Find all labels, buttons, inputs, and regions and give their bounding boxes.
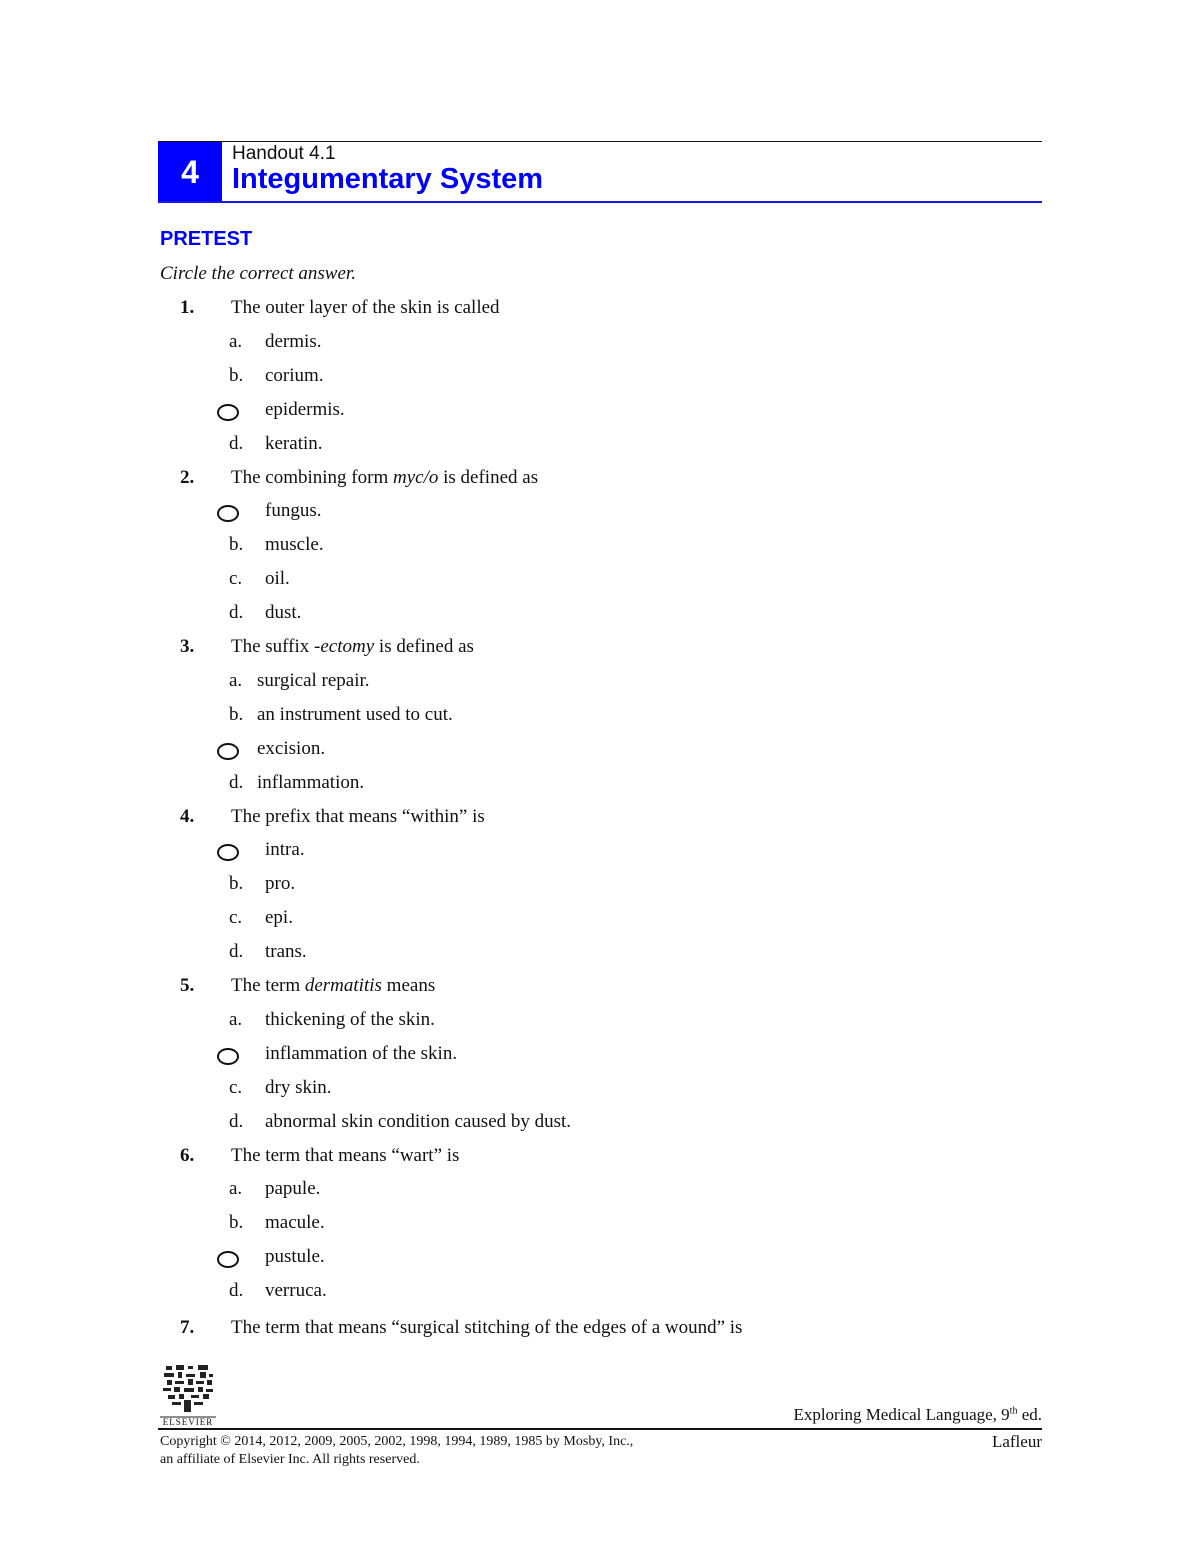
answer-option[interactable] — [229, 873, 295, 895]
option-letter: d. — [229, 941, 244, 963]
option-letter: d. — [229, 1280, 244, 1302]
copyright-line-1: Copyright © 2014, 2012, 2009, 2005, 2002, 1998, 1994, 1989, 1985 by Mosby, Inc., — [160, 1434, 634, 1449]
answer-option[interactable] — [229, 907, 293, 929]
option-text: intra. — [265, 839, 305, 861]
copyright-line-2: an affiliate of Elsevier Inc. All rights reserved. — [160, 1452, 420, 1467]
answer-option[interactable] — [229, 738, 325, 760]
question-number: 7. — [180, 1317, 195, 1338]
option-text: verruca. — [265, 1280, 327, 1302]
elsevier-wordmark: ELSEVIER — [162, 1417, 214, 1427]
answer-option[interactable] — [229, 1009, 435, 1031]
handout-title: Integumentary System — [232, 163, 544, 195]
option-letter: b. — [229, 364, 244, 386]
answer-option[interactable] — [229, 399, 345, 421]
answer-option[interactable] — [229, 1178, 320, 1200]
answer-option[interactable] — [229, 1077, 332, 1099]
answer-option[interactable] — [229, 670, 370, 692]
option-text: epi. — [265, 907, 293, 929]
option-text: abnormal skin condition caused by dust. — [265, 1110, 572, 1132]
option-text: surgical repair. — [257, 669, 370, 691]
option-letter: a. — [229, 1008, 243, 1030]
option-text: trans. — [265, 941, 307, 963]
option-text: macule. — [265, 1212, 325, 1234]
question-stem: The term that means “wart” is — [231, 1144, 460, 1166]
option-text: fungus. — [265, 500, 322, 522]
question-stem: The term that means “surgical stitching of the edges of a wound” is — [231, 1317, 743, 1338]
answer-option[interactable] — [229, 704, 453, 726]
answer-circle-mark — [217, 743, 239, 760]
answer-option[interactable] — [229, 1043, 457, 1065]
answer-option[interactable] — [229, 602, 301, 624]
question-number: 2. — [180, 466, 195, 488]
option-text: papule. — [265, 1178, 321, 1200]
option-text: dry skin. — [265, 1076, 332, 1098]
option-letter: b. — [229, 1212, 244, 1234]
option-letter: d. — [229, 602, 244, 624]
option-text: epidermis. — [265, 398, 345, 420]
answer-option[interactable] — [229, 772, 364, 794]
question-stem: The combining form myc/o is defined as — [231, 466, 539, 488]
instruction-text: Circle the correct answer. — [160, 263, 356, 284]
answer-option[interactable] — [229, 1246, 325, 1268]
option-letter: b. — [229, 873, 244, 895]
answer-option[interactable] — [229, 331, 321, 353]
header-top-rule — [158, 141, 1042, 142]
option-letter: c. — [229, 568, 243, 590]
answer-option[interactable] — [229, 839, 305, 861]
option-text: pustule. — [265, 1246, 325, 1268]
author-name: Lafleur — [991, 1432, 1042, 1451]
option-text: an instrument used to cut. — [257, 703, 453, 725]
option-text: muscle. — [265, 534, 324, 556]
option-text: dust. — [265, 602, 302, 624]
question-number: 5. — [180, 975, 195, 996]
answer-circle-mark — [217, 404, 239, 421]
answer-option[interactable] — [229, 1280, 327, 1302]
answer-option[interactable] — [229, 365, 324, 387]
answer-option[interactable] — [229, 500, 321, 522]
section-title: PRETEST — [160, 228, 253, 250]
question-stem: The prefix that means “within” is — [231, 805, 485, 827]
option-text: excision. — [257, 737, 326, 759]
option-letter: a. — [229, 1178, 243, 1200]
option-text: pro. — [265, 873, 296, 895]
question-stem: The outer layer of the skin is called — [231, 297, 500, 318]
option-text: oil. — [265, 568, 290, 590]
answer-option[interactable] — [229, 1212, 325, 1234]
option-text: inflammation of the skin. — [265, 1042, 458, 1064]
option-letter: c. — [229, 1076, 243, 1098]
question-number: 1. — [180, 297, 195, 318]
option-letter: d. — [229, 432, 244, 454]
option-letter: b. — [229, 703, 244, 725]
book-title: Exploring Medical Language, 9th ed. — [793, 1405, 1042, 1424]
footer-rule — [158, 1428, 1042, 1430]
answer-circle-mark — [217, 1048, 239, 1065]
option-text: corium. — [265, 364, 324, 386]
option-letter: d. — [229, 1110, 244, 1132]
header-bottom-rule — [158, 201, 1042, 203]
handout-number: Handout 4.1 — [232, 143, 336, 164]
question-stem: The term dermatitis means — [231, 975, 436, 996]
option-text: dermis. — [265, 330, 322, 352]
option-letter: a. — [229, 669, 243, 691]
option-text: thickening of the skin. — [265, 1008, 435, 1030]
question-number: 6. — [180, 1144, 195, 1166]
option-letter: a. — [229, 330, 243, 352]
answer-option[interactable] — [229, 568, 290, 590]
answer-option[interactable] — [229, 941, 307, 963]
question-stem: The suffix -ectomy is defined as — [231, 636, 474, 657]
option-letter: d. — [229, 771, 244, 793]
question-number: 3. — [180, 636, 195, 657]
answer-option[interactable] — [229, 534, 324, 556]
question-number: 4. — [180, 805, 195, 827]
option-text: inflammation. — [257, 771, 365, 793]
option-letter: c. — [229, 907, 243, 929]
option-letter: b. — [229, 534, 244, 556]
answer-option[interactable] — [229, 433, 323, 455]
answer-option[interactable] — [229, 1111, 571, 1133]
chapter-number-box: 4 — [158, 142, 222, 202]
option-text: keratin. — [265, 432, 323, 454]
